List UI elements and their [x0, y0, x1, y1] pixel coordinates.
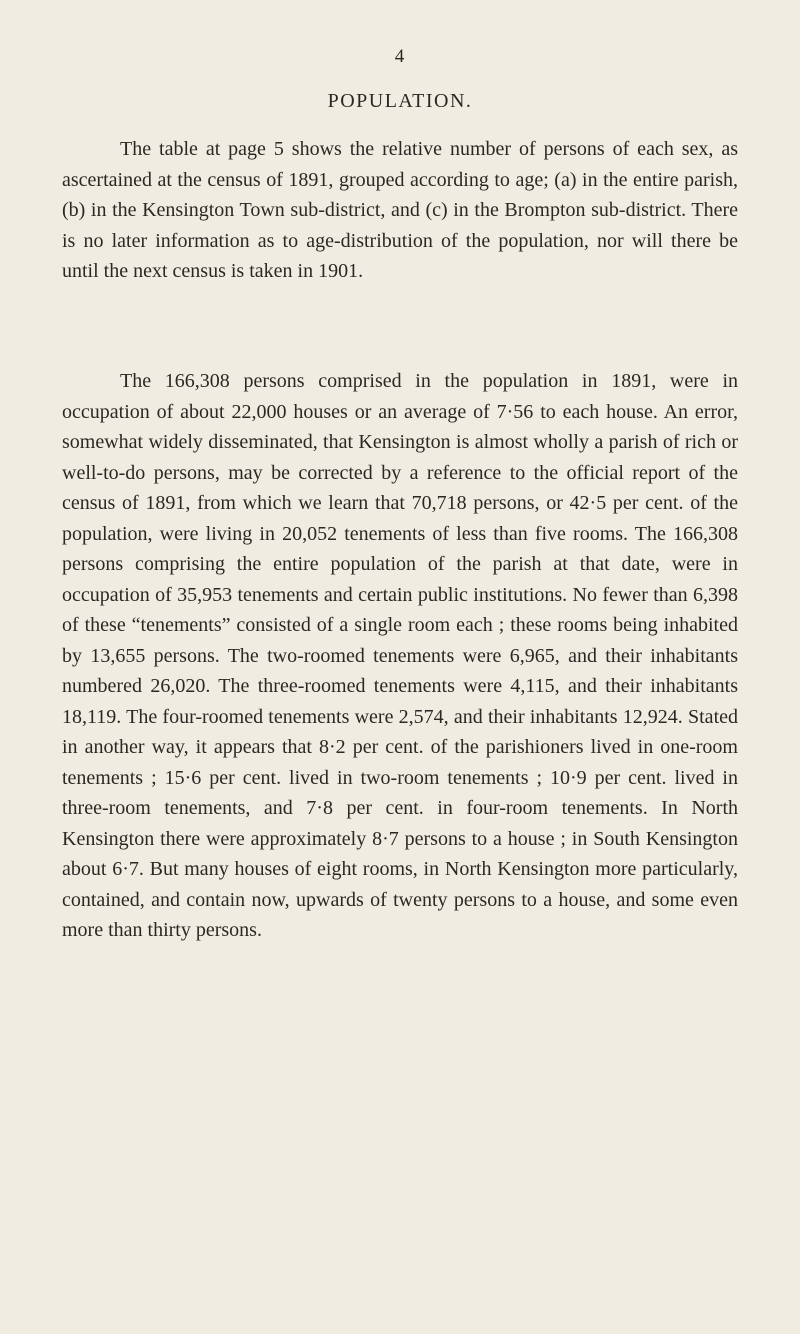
body-paragraph-1: The table at page 5 shows the relative number of persons of each sex, as ascertained at the census of 1891, grouped according to age; (a) in the entire parish, (b) in the Kensington Town sub-district, and (c) in the Brompton sub-district. There is no later information as to age-distribution of the population, nor will there be until the next census is taken in 1901. — [62, 138, 738, 282]
body-paragraph-2: The 166,308 persons comprised in the population in 1891, were in occupation of about 22,000 houses or an average of 7·56 to each house. An error, somewhat widely disseminated, that Kensington is almost wholly a parish of rich or well-to-do persons, may be corrected by a reference to the official report of the census of 1891, from which we learn that 70,718 persons, or 42·5 per cent. of the population, were living in 20,052 tenements of less than five rooms. The 166,308 persons comprising the entire population of the parish at that date, were in occupation of 35,953 tenements and certain public institutions. No fewer than 6,398 of these “tenements” consisted of a single room each ; these rooms being inhabited by 13,655 persons. The two-roomed tenements were 6,965, and their inhabitants numbered 26,020. The three-roomed tenements were 4,115, and their inhabitants 18,119. The four-roomed tenements were 2,574, and their inhabitants 12,924. Stated in another way, it appears that 8·2 per cent. of the parishioners lived in one-room tenements ; 15·6 per cent. lived in two-room tenements ; 10·9 per cent. lived in three-room tenements, and 7·8 per cent. in four-room tenements. In North Kensington there were approximately 8·7 persons to a house ; in South Kensington about 6·7. But many houses of eight rooms, in North Kensington more particularly, contained, and contain now, upwards of twenty persons to a house, and some even more than thirty persons. — [62, 370, 738, 941]
section-heading: POPULATION. — [327, 90, 473, 112]
page-number: 4 — [394, 46, 406, 67]
